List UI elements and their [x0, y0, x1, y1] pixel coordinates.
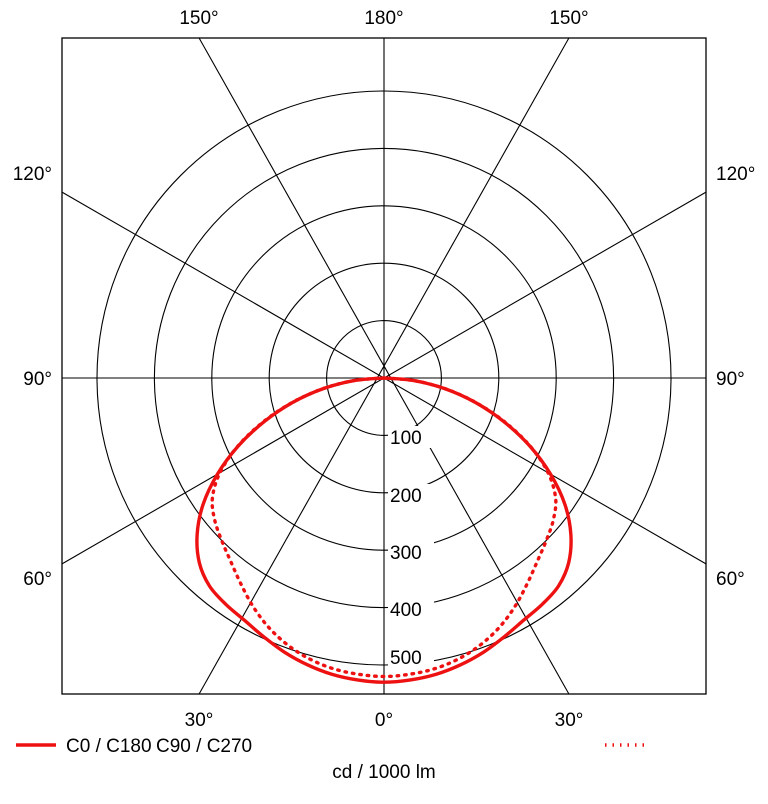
- axis-label-left-lower: 60°: [23, 569, 52, 590]
- grid-spokes: [62, 38, 706, 694]
- axis-label-right-upper: 120°: [716, 164, 756, 185]
- axis-label-top-right: 150°: [549, 8, 589, 29]
- axis-label-bottom-right: 30°: [554, 710, 584, 731]
- axis-label-right-mid: 90°: [716, 369, 745, 390]
- ring-label-100: 100: [390, 428, 422, 449]
- axis-label-right-lower: 60°: [716, 569, 745, 590]
- axis-label-top-left: 150°: [179, 8, 219, 29]
- ring-label-500: 500: [390, 648, 422, 669]
- axis-label-bottom-left: 30°: [184, 710, 214, 731]
- ring-label-400: 400: [390, 600, 422, 621]
- axis-label-left-mid: 90°: [23, 369, 52, 390]
- ring-label-300: 300: [390, 543, 422, 564]
- ring-labels: [388, 426, 434, 669]
- unit-caption: cd / 1000 lm: [332, 762, 436, 783]
- axis-label-top-center: 180°: [364, 8, 404, 29]
- legend-label-solid: C0 / C180: [66, 736, 152, 757]
- axis-label-bottom-center: 0°: [374, 710, 394, 731]
- legend-label-dotted: C90 / C270: [156, 736, 253, 757]
- axis-label-left-upper: 120°: [12, 164, 52, 185]
- ring-label-200: 200: [390, 486, 422, 507]
